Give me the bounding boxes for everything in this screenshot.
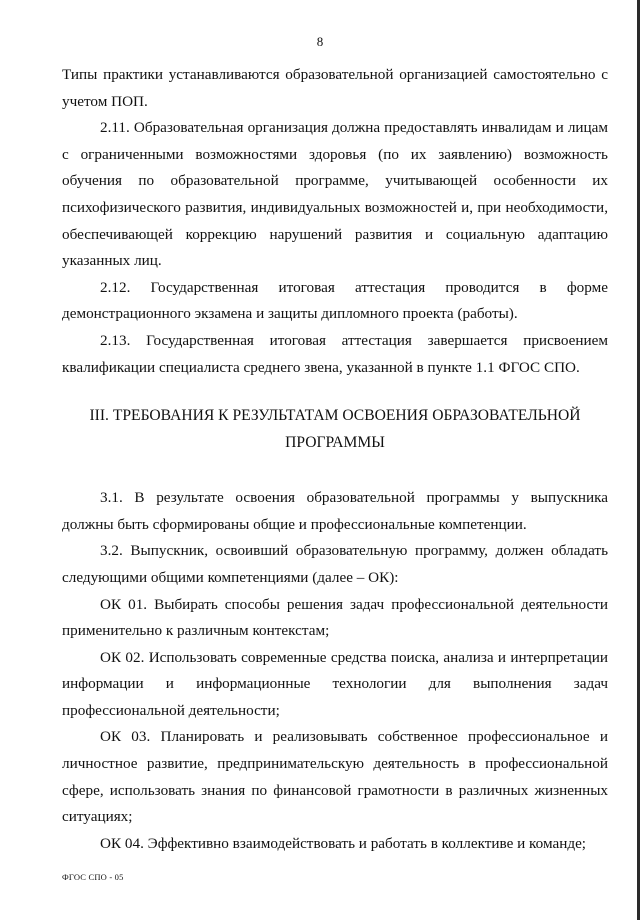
competency-ok-01: ОК 01. Выбирать способы решения задач профессиональной деятельности применительно к различным контекстам; — [62, 595, 608, 640]
paragraph-2-11: 2.11. Образовательная организация должна предоставлять инвалидам и лицам с ограниченными возможностями здоровья (по их заявлению) возможность обучения по образовательной программе, учитывающей особенности их психофизического развития, индивидуальных возможностей и, при необходимости, обеспечивающей коррекцию нарушений развития и социальную адаптацию указанных лиц. — [62, 119, 608, 270]
competency-ok-02: ОК 02. Использовать современные средства поиска, анализа и интерпретации информации и информационные технологии для выполнения задач профессиональной деятельности; — [62, 648, 608, 719]
paragraph-2-12: 2.12. Государственная итоговая аттестация проводится в форме демонстрационного экзамена и защиты дипломного проекта (работы). — [62, 278, 608, 323]
competency-ok-03: ОК 03. Планировать и реализовывать собственное профессиональное и личностное развитие, предпринимательскую деятельность в профессиональной сфере, использовать знания по финансовой грамотности в различных жизненных ситуациях; — [62, 728, 608, 826]
paragraph-3-2: 3.2. Выпускник, освоивший образовательную программу, должен обладать следующими общими компетенциями (далее – ОК): — [62, 542, 608, 586]
footer-doc-code: ФГОС СПО - 05 — [62, 872, 124, 882]
section-heading-line-1: III. ТРЕБОВАНИЯ К РЕЗУЛЬТАТАМ ОСВОЕНИЯ ОБРАЗОВАТЕЛЬНОЙ — [89, 407, 581, 425]
section-heading-line-2: ПРОГРАММЫ — [285, 434, 385, 452]
spacer — [62, 381, 608, 402]
page-number: 8 — [316, 34, 324, 49]
spacer — [62, 456, 608, 485]
competency-ok-04: ОК 04. Эффективно взаимодействовать и работать в коллективе и команде; — [100, 834, 587, 852]
document-body — [62, 62, 608, 857]
paragraph-3-1: 3.1. В результате освоения образовательной программы у выпускника должны быть сформированы общие и профессиональные компетенции. — [62, 489, 608, 533]
paragraph-2-13: 2.13. Государственная итоговая аттестация завершается присвоением квалификации специалиста среднего звена, указанной в пункте 1.1 ФГОС СПО. — [62, 331, 608, 376]
paragraph-practice-types: Типы практики устанавливаются образовательной организацией самостоятельно с учетом ПОП. — [62, 66, 608, 110]
